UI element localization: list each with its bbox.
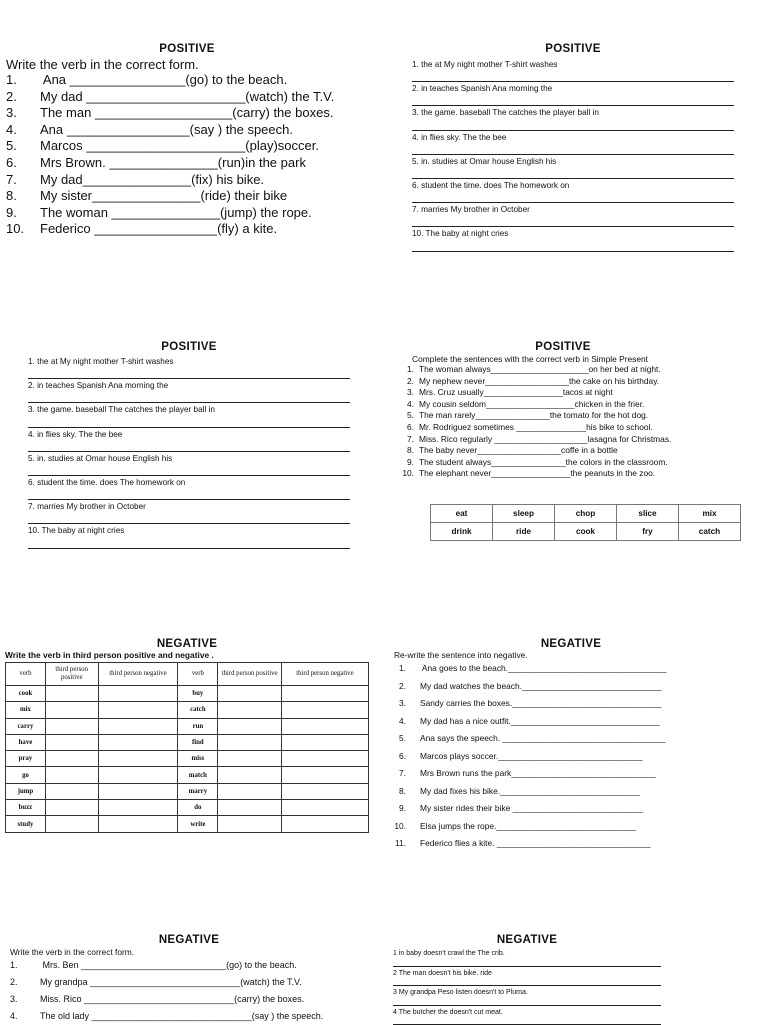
answer-line: 5. in. studies at Omar house English his bbox=[412, 155, 734, 179]
answer-line: 4. in flies sky. The the bee bbox=[412, 131, 734, 155]
answer-cell bbox=[218, 767, 282, 783]
verb-bank-table bbox=[430, 504, 741, 541]
sentence-row bbox=[394, 695, 748, 713]
sentence-text: My grandpa ______________________________(watch) the T.V. bbox=[40, 977, 302, 987]
answer-cell bbox=[218, 800, 282, 816]
column-header: verb bbox=[178, 663, 218, 686]
instruction: Re-write the sentence into negative. bbox=[394, 650, 748, 660]
answer-cell bbox=[98, 686, 178, 702]
verb-cell: find bbox=[178, 734, 218, 750]
answer-cell bbox=[45, 734, 98, 750]
item-number: 4. bbox=[394, 713, 406, 731]
exercise-negative-correct-form bbox=[10, 934, 368, 1025]
answer-cell bbox=[281, 767, 368, 783]
answer-line: 2. in teaches Spanish Ana morning the bbox=[412, 82, 734, 106]
item-number: 8. bbox=[388, 445, 414, 457]
sentence-text: My dad_______________(fix) his bike. bbox=[40, 172, 264, 187]
verb-cell: miss bbox=[178, 751, 218, 767]
answer-line: 10. The baby at night cries bbox=[28, 524, 350, 548]
item-number: 5. bbox=[388, 410, 414, 422]
answer-cell bbox=[98, 718, 178, 734]
verb-bank-row bbox=[431, 505, 741, 523]
section-title: NEGATIVE bbox=[5, 638, 369, 650]
sentence-text: Sandy carries the boxes.________________________________ bbox=[420, 698, 661, 708]
verb-conjugation-table bbox=[5, 662, 369, 833]
verb-bank-cell: ride bbox=[493, 523, 555, 541]
exercise-negative-unscramble bbox=[393, 934, 661, 1025]
answer-line: 6. student the time. does The homework on bbox=[412, 179, 734, 203]
answer-line: 3 My grandpa Peso listen doesn't to Pluma. bbox=[393, 986, 661, 1006]
answer-line: 3. the game. baseball The catches the player ball in bbox=[412, 106, 734, 130]
sentence-row bbox=[388, 410, 738, 422]
sentence-text: Miss. Rico regularly ____________________lasagna for Christmas. bbox=[419, 434, 671, 444]
item-number: 9. bbox=[394, 800, 406, 818]
sentence-row bbox=[6, 122, 368, 139]
item-number: 4. bbox=[388, 399, 414, 411]
sentence-row bbox=[394, 783, 748, 801]
table-header-row bbox=[6, 663, 369, 686]
answer-cell bbox=[98, 767, 178, 783]
item-number: 6. bbox=[6, 155, 40, 172]
item-number: 8. bbox=[394, 783, 406, 801]
table-row bbox=[6, 816, 369, 832]
answer-cell bbox=[281, 718, 368, 734]
sentence-text: Marcos plays soccer._______________________________ bbox=[420, 751, 643, 761]
answer-cell bbox=[218, 751, 282, 767]
answer-cell bbox=[281, 816, 368, 832]
sentence-list bbox=[412, 58, 734, 252]
verb-cell: cook bbox=[6, 686, 46, 702]
verb-cell: marry bbox=[178, 783, 218, 799]
sentence-row bbox=[394, 730, 748, 748]
sentence-text: Marcos ______________________(play)soccer. bbox=[40, 138, 319, 153]
sentence-text: Mrs Brown runs the park_______________________________ bbox=[420, 768, 656, 778]
item-number: 1. bbox=[6, 72, 40, 89]
sentence-list bbox=[388, 364, 738, 480]
answer-line: 7. marries My brother in October bbox=[412, 203, 734, 227]
verb-cell: match bbox=[178, 767, 218, 783]
answer-cell bbox=[45, 800, 98, 816]
verb-cell: buy bbox=[178, 686, 218, 702]
answer-line: 2 The man doesn't his bike. ride bbox=[393, 967, 661, 987]
sentence-text: My dad has a nice outfit.________________________________ bbox=[420, 716, 660, 726]
sentence-row bbox=[388, 376, 738, 388]
item-number: 2. bbox=[388, 376, 414, 388]
sentence-text: Ana goes to the beach.__________________________________ bbox=[420, 663, 666, 673]
sentence-row bbox=[388, 457, 738, 469]
sentence-text: Federico flies a kite. _________________________________ bbox=[420, 838, 651, 848]
answer-line: 6. student the time. does The homework on bbox=[28, 476, 350, 500]
verb-cell: jump bbox=[6, 783, 46, 799]
sentence-row bbox=[394, 800, 748, 818]
sentence-row bbox=[10, 1008, 368, 1025]
sentence-row bbox=[6, 172, 368, 189]
verb-bank-cell: eat bbox=[431, 505, 493, 523]
item-number: 8. bbox=[6, 188, 40, 205]
item-number: 7. bbox=[394, 765, 406, 783]
column-header: third person negative bbox=[98, 663, 178, 686]
verb-cell: study bbox=[6, 816, 46, 832]
answer-cell bbox=[281, 751, 368, 767]
answer-line: 4. in flies sky. The the bee bbox=[28, 428, 350, 452]
table-row bbox=[6, 783, 369, 799]
sentence-row bbox=[388, 445, 738, 457]
instruction: Complete the sentences with the correct verb in Simple Present bbox=[388, 354, 738, 364]
answer-cell bbox=[218, 734, 282, 750]
column-header: third person positive bbox=[218, 663, 282, 686]
sentence-text: My dad watches the beach.______________________________ bbox=[420, 681, 662, 691]
answer-line: 5. in. studies at Omar house English his bbox=[28, 452, 350, 476]
sentence-text: The elephant never_________________the peanuts in the zoo. bbox=[419, 468, 655, 478]
item-number: 1. bbox=[388, 364, 414, 376]
verb-cell: go bbox=[6, 767, 46, 783]
item-number: 9. bbox=[388, 457, 414, 469]
answer-line: 2. in teaches Spanish Ana morning the bbox=[28, 379, 350, 403]
verb-bank-cell: slice bbox=[617, 505, 679, 523]
sentence-row bbox=[10, 957, 368, 974]
sentence-row bbox=[388, 399, 738, 411]
item-number: 3. bbox=[394, 695, 406, 713]
table-row bbox=[6, 800, 369, 816]
sentence-text: The student always________________the colors in the classroom. bbox=[419, 457, 668, 467]
verb-cell: buzz bbox=[6, 800, 46, 816]
sentence-row bbox=[6, 72, 368, 89]
sentence-text: Mrs. Ben _____________________________(go) to the beach. bbox=[40, 960, 297, 970]
sentence-text: The old lady ________________________________(say ) the speech. bbox=[40, 1011, 323, 1021]
section-title: NEGATIVE bbox=[394, 638, 748, 650]
answer-cell bbox=[281, 702, 368, 718]
answer-cell bbox=[281, 783, 368, 799]
item-number: 11. bbox=[394, 835, 406, 853]
sentence-text: Federico _________________(fly) a kite. bbox=[40, 221, 277, 236]
verb-cell: have bbox=[6, 734, 46, 750]
column-header: verb bbox=[6, 663, 46, 686]
sentence-text: My nephew never__________________the cake on his birthday. bbox=[419, 376, 659, 386]
answer-cell bbox=[45, 702, 98, 718]
answer-cell bbox=[218, 783, 282, 799]
table-row bbox=[6, 686, 369, 702]
exercise-positive-correct-form bbox=[6, 43, 368, 238]
answer-line: 7. marries My brother in October bbox=[28, 500, 350, 524]
sentence-text: Elsa jumps the rope.______________________________ bbox=[420, 821, 636, 831]
column-header: third person negative bbox=[281, 663, 368, 686]
answer-cell bbox=[45, 816, 98, 832]
item-number: 1. bbox=[10, 957, 40, 974]
sentence-row bbox=[6, 89, 368, 106]
exercise-positive-complete bbox=[388, 341, 738, 480]
verb-bank-cell: chop bbox=[555, 505, 617, 523]
sentence-text: The woman always_____________________on her bed at night. bbox=[419, 364, 661, 374]
instruction: Write the verb in the correct form. bbox=[6, 57, 368, 72]
answer-cell bbox=[98, 734, 178, 750]
sentence-row bbox=[6, 105, 368, 122]
answer-cell bbox=[98, 702, 178, 718]
verb-bank-cell: catch bbox=[679, 523, 741, 541]
item-number: 4. bbox=[10, 1008, 40, 1025]
answer-line: 4 The butcher the doesn't cut meat. bbox=[393, 1006, 661, 1025]
verb-bank-cell: fry bbox=[617, 523, 679, 541]
verb-bank-cell: sleep bbox=[493, 505, 555, 523]
section-title: POSITIVE bbox=[412, 43, 734, 55]
sentence-row bbox=[10, 974, 368, 991]
sentence-text: Ana ________________(go) to the beach. bbox=[40, 72, 287, 87]
answer-cell bbox=[281, 734, 368, 750]
table-row bbox=[6, 718, 369, 734]
item-number: 4. bbox=[6, 122, 40, 139]
table-row bbox=[6, 702, 369, 718]
sentence-row bbox=[6, 138, 368, 155]
answer-cell bbox=[45, 718, 98, 734]
sentence-row bbox=[394, 713, 748, 731]
sentence-row bbox=[394, 660, 748, 678]
item-number: 10. bbox=[6, 221, 40, 238]
answer-line: 1 in baby doesn't crawl the The crib. bbox=[393, 947, 661, 967]
item-number: 6. bbox=[394, 748, 406, 766]
sentence-text: Mrs. Cruz usually_________________tacos at night bbox=[419, 387, 613, 397]
sentence-text: My dad ______________________(watch) the T.V. bbox=[40, 89, 334, 104]
sentence-row bbox=[388, 434, 738, 446]
sentence-list bbox=[394, 660, 748, 853]
item-number: 1. bbox=[394, 660, 406, 678]
sentence-row bbox=[394, 678, 748, 696]
sentence-text: Miss. Rico ______________________________(carry) the boxes. bbox=[40, 994, 304, 1004]
answer-cell bbox=[218, 718, 282, 734]
sentence-row bbox=[388, 468, 738, 480]
item-number: 3. bbox=[10, 991, 40, 1008]
instruction: Write the verb in third person positive and negative . bbox=[5, 650, 369, 660]
answer-cell bbox=[98, 816, 178, 832]
verb-cell: catch bbox=[178, 702, 218, 718]
item-number: 2. bbox=[6, 89, 40, 106]
sentence-list bbox=[393, 947, 661, 1025]
sentence-row bbox=[394, 818, 748, 836]
sentence-text: My sister rides their bike ____________________________ bbox=[420, 803, 643, 813]
item-number: 2. bbox=[10, 974, 40, 991]
section-title: POSITIVE bbox=[6, 43, 368, 55]
item-number: 9. bbox=[6, 205, 40, 222]
sentence-text: The woman _______________(jump) the rope. bbox=[40, 205, 312, 220]
item-number: 10. bbox=[388, 468, 414, 480]
sentence-row bbox=[394, 748, 748, 766]
sentence-list bbox=[10, 957, 368, 1025]
exercise-negative-verb-table bbox=[5, 638, 369, 833]
answer-cell bbox=[218, 686, 282, 702]
item-number: 2. bbox=[394, 678, 406, 696]
answer-cell bbox=[218, 702, 282, 718]
item-number: 5. bbox=[6, 138, 40, 155]
item-number: 5. bbox=[394, 730, 406, 748]
answer-cell bbox=[45, 767, 98, 783]
table-row bbox=[6, 751, 369, 767]
exercise-negative-rewrite bbox=[394, 638, 748, 853]
sentence-row bbox=[388, 364, 738, 376]
column-header: third person positive bbox=[45, 663, 98, 686]
sentence-text: The man rarely________________the tomato for the hot dog. bbox=[419, 410, 648, 420]
sentence-row bbox=[6, 188, 368, 205]
answer-line: 3. the game. baseball The catches the player ball in bbox=[28, 403, 350, 427]
verb-bank-cell: mix bbox=[679, 505, 741, 523]
sentence-text: Ana _________________(say ) the speech. bbox=[40, 122, 293, 137]
sentence-list bbox=[28, 355, 350, 549]
sentence-row bbox=[10, 991, 368, 1008]
verb-bank-cell: cook bbox=[555, 523, 617, 541]
sentence-row bbox=[6, 205, 368, 222]
table-row bbox=[6, 734, 369, 750]
verb-cell: pray bbox=[6, 751, 46, 767]
item-number: 3. bbox=[388, 387, 414, 399]
answer-line: 10. The baby at night cries bbox=[412, 227, 734, 251]
sentence-text: The baby never__________________coffe in a bottle bbox=[419, 445, 618, 455]
exercise-positive-unscramble-a bbox=[412, 43, 734, 252]
verb-cell: do bbox=[178, 800, 218, 816]
item-number: 3. bbox=[6, 105, 40, 122]
section-title: POSITIVE bbox=[28, 341, 350, 353]
verb-cell: write bbox=[178, 816, 218, 832]
answer-cell bbox=[45, 783, 98, 799]
exercise-positive-unscramble-b bbox=[28, 341, 350, 549]
answer-cell bbox=[281, 686, 368, 702]
sentence-text: My sister_______________(ride) their bike bbox=[40, 188, 287, 203]
item-number: 7. bbox=[6, 172, 40, 189]
answer-cell bbox=[98, 800, 178, 816]
item-number: 10. bbox=[394, 818, 406, 836]
sentence-row bbox=[388, 422, 738, 434]
answer-cell bbox=[45, 751, 98, 767]
sentence-text: My dad fixes his bike.______________________________ bbox=[420, 786, 640, 796]
instruction: Write the verb in the correct form. bbox=[10, 947, 368, 957]
verb-cell: mix bbox=[6, 702, 46, 718]
section-title: POSITIVE bbox=[388, 341, 738, 353]
sentence-text: The man ___________________(carry) the boxes. bbox=[40, 105, 333, 120]
sentence-row bbox=[394, 765, 748, 783]
answer-cell bbox=[45, 686, 98, 702]
verb-bank-row bbox=[431, 523, 741, 541]
sentence-text: My cousin seldom___________________chicken in the frier. bbox=[419, 399, 644, 409]
item-number: 7. bbox=[388, 434, 414, 446]
table-row bbox=[6, 767, 369, 783]
section-title: NEGATIVE bbox=[393, 934, 661, 946]
answer-cell bbox=[98, 751, 178, 767]
answer-cell bbox=[98, 783, 178, 799]
sentence-text: Ana says the speech. ___________________________________ bbox=[420, 733, 665, 743]
item-number: 6. bbox=[388, 422, 414, 434]
sentence-text: Mr. Rodriguez sometimes _______________his bike to school. bbox=[419, 422, 653, 432]
verb-bank-cell: drink bbox=[431, 523, 493, 541]
sentence-text: Mrs Brown. _______________(run)in the park bbox=[40, 155, 306, 170]
answer-line: 1. the at My night mother T-shirt washes bbox=[412, 58, 734, 82]
section-title: NEGATIVE bbox=[10, 934, 368, 946]
verb-cell: run bbox=[178, 718, 218, 734]
sentence-row bbox=[388, 387, 738, 399]
sentence-row bbox=[394, 835, 748, 853]
answer-cell bbox=[218, 816, 282, 832]
sentence-row bbox=[6, 221, 368, 238]
answer-line: 1. the at My night mother T-shirt washes bbox=[28, 355, 350, 379]
sentence-list bbox=[6, 72, 368, 238]
answer-cell bbox=[281, 800, 368, 816]
sentence-row bbox=[6, 155, 368, 172]
verb-cell: carry bbox=[6, 718, 46, 734]
